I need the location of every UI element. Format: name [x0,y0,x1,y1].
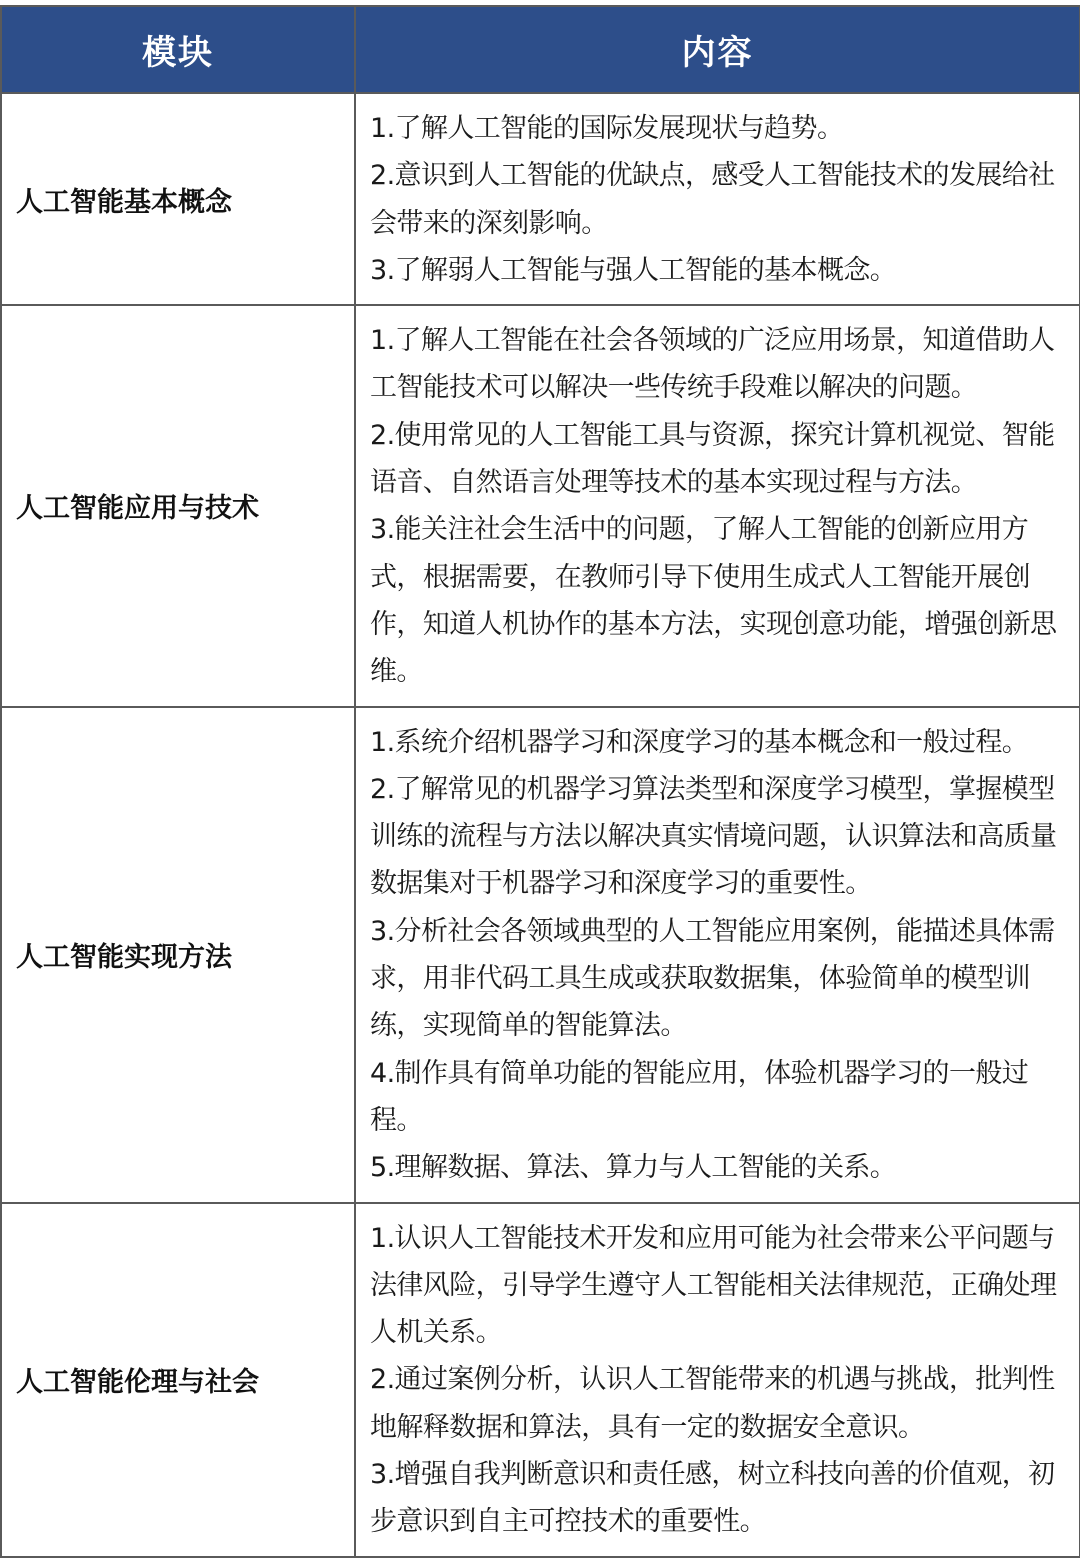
content-item: 1.了解人工智能的国际发展现状与趋势。 [370,113,844,144]
content-item: 3.了解弱人工智能与强人工智能的基本概念。 [370,254,897,286]
content-cell [355,1203,1080,1557]
content-item: 3.增强自我判断意识和责任感，树立科技向善的价值观，初步意识到自主可控技术的重要性。 [370,1459,1055,1538]
content-cell [355,707,1080,1203]
module-cell: 人工智能实现方法 [1,707,355,1203]
content-item: 1.认识人工智能技术开发和应用可能为社会带来公平问题与法律风险，引导学生遵守人工智能相关法律规范，正确处理人机关系。 [370,1222,1057,1349]
content-cell [355,305,1080,706]
table-header-row [1,6,1080,93]
content-item: 2.通过案例分析，认识人工智能带来的机遇与挑战，批判性地解释数据和算法，具有一定的数据安全意识。 [370,1364,1055,1443]
curriculum-table [0,5,1080,1558]
curriculum-table-container [0,5,1079,1558]
content-item: 3.能关注社会生活中的问题，了解人工智能的创新应用方式，根据需要，在教师引导下使用生成式人工智能开展创作，知道人机协作的基本方法，实现创意功能，增强创新思维。 [370,514,1057,688]
content-item: 2.意识到人工智能的优缺点，感受人工智能技术的发展给社会带来的深刻影响。 [370,160,1055,239]
header-module: 模块 [1,6,355,93]
content-item: 2.使用常见的人工智能工具与资源，探究计算机视觉、智能语音、自然语言处理等技术的基本实现过程与方法。 [370,419,1055,499]
header-content: 内容 [355,6,1080,93]
content-item: 3.分析社会各领域典型的人工智能应用案例，能描述具体需求，用非代码工具生成或获取数据集，体验简单的模型训练，实现简单的智能算法。 [370,915,1055,1042]
content-item: 5.理解数据、算法、算力与人工智能的关系。 [370,1152,897,1184]
content-item: 4.制作具有简单功能的智能应用，体验机器学习的一般过程。 [370,1057,1029,1136]
content-item: 1.了解人工智能在社会各领域的广泛应用场景，知道借助人工智能技术可以解决一些传统手段难以解决的问题。 [370,325,1055,404]
table-row [1,707,1080,1203]
table-row [1,93,1080,305]
module-cell: 人工智能伦理与社会 [1,1203,355,1557]
table-row [1,1203,1080,1557]
module-cell: 人工智能基本概念 [1,93,355,305]
content-item: 1.系统介绍机器学习和深度学习的基本概念和一般过程。 [370,726,1029,758]
module-cell: 人工智能应用与技术 [1,305,355,706]
content-cell [355,93,1080,305]
table-row [1,305,1080,706]
content-item: 2.了解常见的机器学习算法类型和深度学习模型，掌握模型训练的流程与方法以解决真实情境问题，认识算法和高质量数据集对于机器学习和深度学习的重要性。 [370,773,1057,900]
